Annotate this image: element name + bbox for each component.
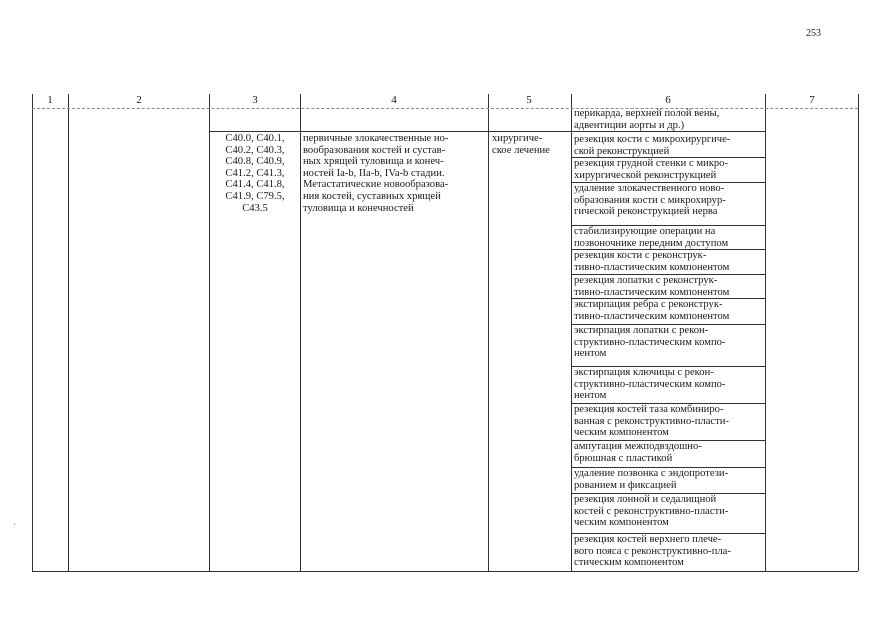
procedure-item: резекция кости с микрохирургиче- ской реконструкцией — [574, 134, 731, 157]
procedure-item: стабилизирующие операции на позвоночнике передним доступом — [574, 226, 729, 249]
procedure-item: резекция костей таза комбиниро- ванная с реконструктивно-пласти- ческим компонентом — [574, 404, 729, 439]
procedure-item: резекция кости с реконструк- тивно-пластическим компонентом — [574, 250, 730, 273]
diagnosis-codes: C40.0, C40.1, C40.2, C40.3, C40.8, C40.9, C41.2, C41.3, C41.4, C41.8, C41.9, C79.5, C43.5 — [225, 133, 285, 214]
column-divider — [209, 94, 210, 571]
column-header: 7 — [809, 94, 815, 106]
procedure-item: экстирпация лопатки с рекон- структивно-пластическим компо- нентом — [574, 325, 726, 360]
procedure-item: резекция костей верхнего плече- вого пояса с реконструктивно-пла- стическим компонентом — [574, 534, 731, 569]
procedure-item: экстирпация ребра с реконструк- тивно-пластическим компонентом — [574, 299, 730, 322]
page-number: 253 — [806, 28, 821, 39]
procedure-item: удаление злокачественного ново- образования кости с микрохирур- гической реконструкцией нерва — [574, 183, 726, 218]
column-divider — [765, 94, 766, 571]
column-header: 2 — [136, 94, 142, 106]
procedure-item: экстирпация ключицы с рекон- структивно-пластическим компо- нентом — [574, 367, 726, 402]
table-border-right — [858, 94, 859, 571]
column-header: 1 — [47, 94, 53, 106]
procedure-item: ампутация межподвздошно- брюшная с пластикой — [574, 441, 702, 464]
column-divider — [488, 94, 489, 571]
diagnosis-description: первичные злокачественные но- вообразования костей и сустав- ных хрящей туловища и конеч- ностей Ia-b, IIa-b, IVa-b стадии. Метастатические новообразова- ния костей, суставных хрящей туловища и конечностей — [303, 133, 449, 214]
table-bottom-rule — [32, 571, 858, 572]
column-header: 4 — [391, 94, 397, 106]
column-divider — [68, 94, 69, 571]
stray-mark: ʹ — [14, 522, 16, 531]
procedure-item: резекция лонной и седалищной костей с реконструктивно-пласти- ческим компонентом — [574, 494, 729, 529]
procedure-item: резекция лопатки с реконструк- тивно-пластическим компонентом — [574, 275, 730, 298]
column-header: 5 — [526, 94, 532, 106]
carryover-text: перикарда, верхней полой вены, адвентиции аорты и др.) — [574, 108, 720, 131]
column-divider — [571, 94, 572, 571]
column-header: 6 — [665, 94, 671, 106]
procedure-item: удаление позвонка с эндопротези- рованием и фиксацией — [574, 468, 729, 491]
column-divider — [300, 94, 301, 571]
table-border-left — [32, 94, 33, 571]
header-rule — [32, 108, 858, 109]
column-header: 3 — [252, 94, 258, 106]
procedure-item: резекция грудной стенки с микро- хирургической реконструкцией — [574, 158, 728, 181]
treatment-type: хирургиче- ское лечение — [492, 133, 550, 156]
